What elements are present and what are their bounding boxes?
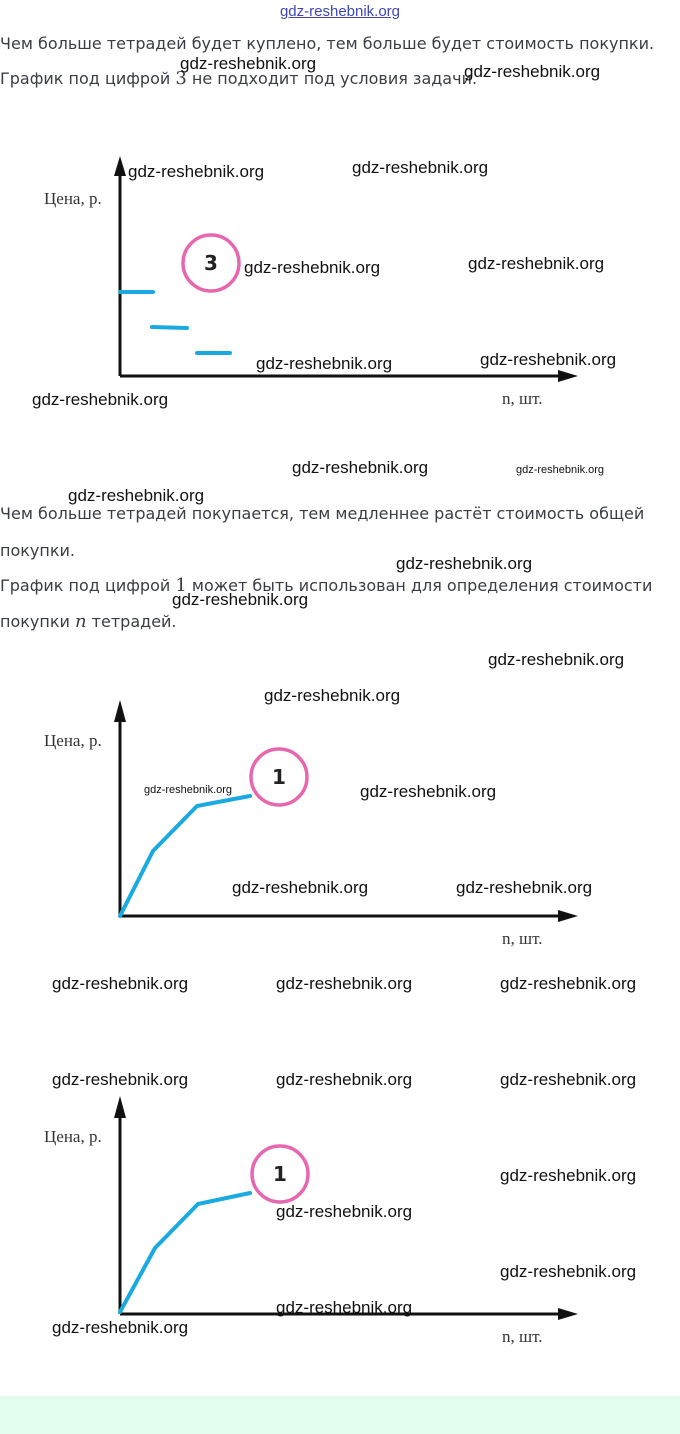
y-axis-arrow-icon xyxy=(114,156,126,176)
watermark: gdz-reshebnik.org xyxy=(128,162,265,181)
watermark: gdz-reshebnik.org xyxy=(276,1202,413,1221)
graph-number-label: 3 xyxy=(204,251,218,275)
graph-number-1: 1 xyxy=(175,575,187,596)
x-axis-label: n, шт. xyxy=(502,1327,543,1346)
watermark: gdz-reshebnik.org xyxy=(52,1070,189,1089)
watermark: gdz-reshebnik.org xyxy=(500,1262,637,1281)
watermark: gdz-reshebnik.org xyxy=(180,54,317,73)
paragraph-3-line-2: покупки. xyxy=(0,541,75,560)
watermark: gdz-reshebnik.org xyxy=(500,1070,637,1089)
watermark: gdz-reshebnik.org xyxy=(480,350,617,369)
paragraph-4 xyxy=(0,575,680,596)
watermark: gdz-reshebnik.org xyxy=(488,650,625,669)
watermark: gdz-reshebnik.org xyxy=(32,390,169,409)
x-axis-label: n, шт. xyxy=(502,389,543,408)
y-axis-label: Цена, р. xyxy=(44,1127,102,1146)
graph-number-3: 3 xyxy=(175,68,187,89)
y-axis-label: Цена, р. xyxy=(44,189,102,208)
price-curve xyxy=(120,796,250,916)
watermark: gdz-reshebnik.org xyxy=(256,354,393,373)
paragraph-3-line-1: Чем больше тетрадей покупается, тем медленнее растёт стоимость общей xyxy=(0,504,645,523)
watermark: gdz-reshebnik.org xyxy=(68,486,205,505)
watermark: gdz-reshebnik.org xyxy=(500,1166,637,1185)
graph-3 xyxy=(0,150,680,420)
price-curve xyxy=(120,1193,250,1312)
watermark: gdz-reshebnik.org xyxy=(516,464,605,476)
x-axis-arrow-icon xyxy=(558,910,578,922)
watermark: gdz-reshebnik.org xyxy=(264,686,401,705)
watermark: gdz-reshebnik.org xyxy=(52,974,189,993)
step-segment-2 xyxy=(152,327,187,328)
x-axis-arrow-icon xyxy=(558,370,578,382)
watermark: gdz-reshebnik.org xyxy=(352,158,489,177)
watermark: gdz-reshebnik.org xyxy=(52,1318,189,1337)
watermark: gdz-reshebnik.org xyxy=(464,62,601,81)
footer-bar xyxy=(0,1396,680,1434)
graph-1-a xyxy=(0,690,680,960)
paragraph-2-after: не подходит под условия задачи. xyxy=(186,69,478,88)
watermark: gdz-reshebnik.org xyxy=(468,254,605,273)
watermark: gdz-reshebnik.org xyxy=(172,590,309,609)
graph-number-label: 1 xyxy=(272,765,286,789)
watermark: gdz-reshebnik.org xyxy=(144,784,233,796)
paragraph-4-before: График под цифрой xyxy=(0,576,176,595)
watermark: gdz-reshebnik.org xyxy=(500,974,637,993)
watermark: gdz-reshebnik.org xyxy=(456,878,593,897)
paragraph-2-before: График под цифрой xyxy=(0,69,176,88)
x-axis-label: n, шт. xyxy=(502,929,543,948)
watermark: gdz-reshebnik.org xyxy=(244,258,381,277)
watermark: gdz-reshebnik.org xyxy=(276,1070,413,1089)
paragraph-4-line-2-after: тетрадей. xyxy=(86,612,177,631)
paragraph-4-line-2 xyxy=(0,611,680,632)
graph-number-label: 1 xyxy=(273,1162,287,1186)
watermark: gdz-reshebnik.org xyxy=(292,458,429,477)
y-axis-arrow-icon xyxy=(114,700,126,722)
variable-n: n xyxy=(75,611,87,632)
paragraph-4-after: может быть использован для определения стоимости xyxy=(186,576,653,595)
x-axis-arrow-icon xyxy=(558,1308,578,1320)
watermark: gdz-reshebnik.org xyxy=(232,878,369,897)
watermark: gdz-reshebnik.org xyxy=(276,1298,413,1317)
watermark: gdz-reshebnik.org xyxy=(276,974,413,993)
site-link[interactable]: gdz-reshebnik.org xyxy=(279,3,401,20)
y-axis-arrow-icon xyxy=(114,1096,126,1118)
watermark: gdz-reshebnik.org xyxy=(396,554,533,573)
paragraph-4-line-2-before: покупки xyxy=(0,612,75,631)
paragraph-1: Чем больше тетрадей будет куплено, тем больше будет стоимость покупки. xyxy=(0,34,655,53)
y-axis-label: Цена, р. xyxy=(44,731,102,750)
watermark: gdz-reshebnik.org xyxy=(360,782,497,801)
